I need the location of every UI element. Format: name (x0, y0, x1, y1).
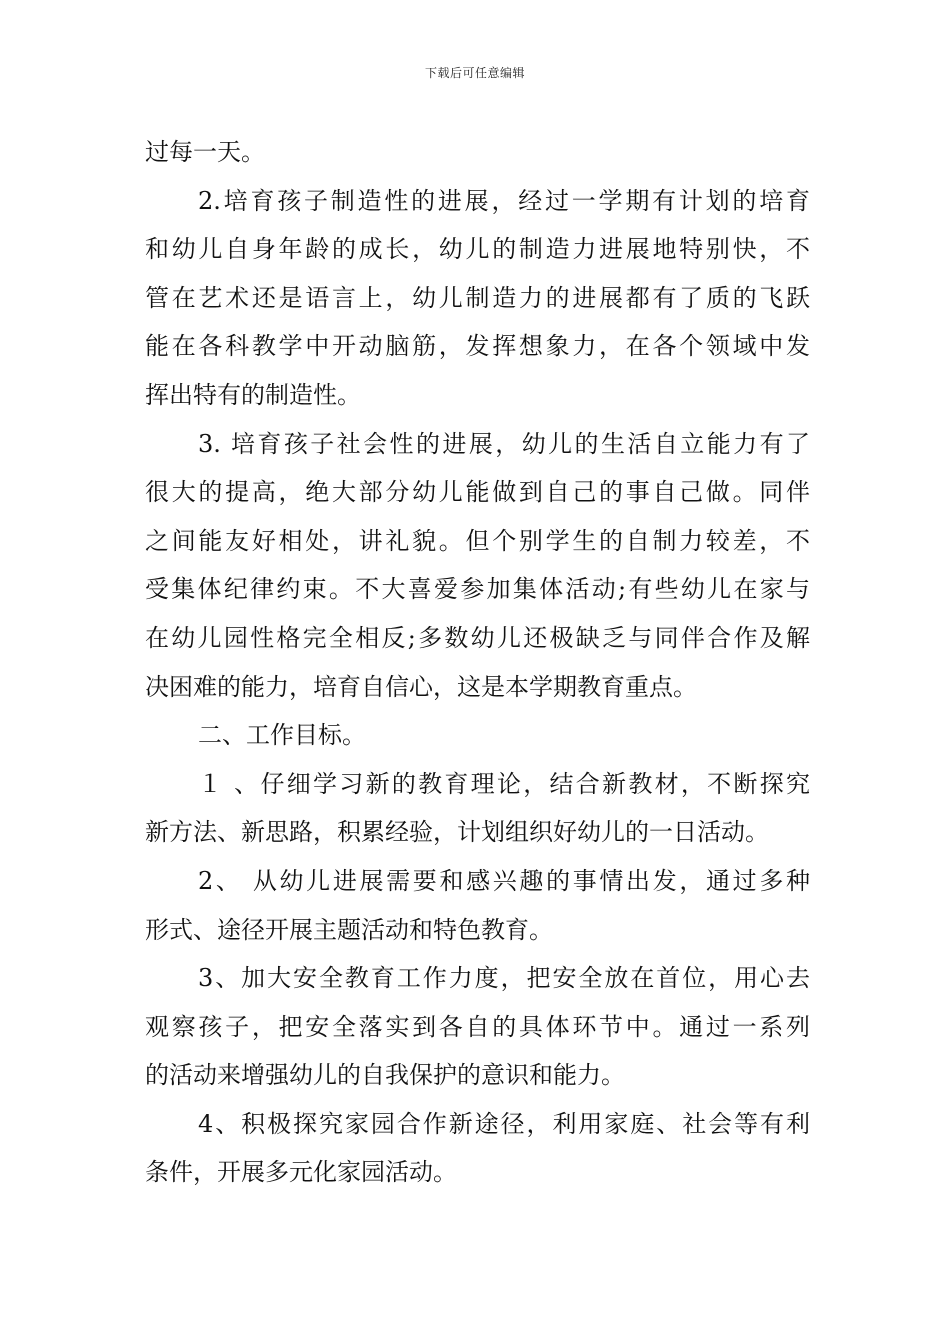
text-line: 之间能友好相处，讲礼貌。但个别学生的自制力较差，不 (145, 526, 810, 555)
text-line: 决困难的能力，培育自信心，这是本学期教育重点。 (145, 672, 697, 701)
text-line: 条件，开展多元化家园活动。 (145, 1158, 457, 1187)
text-line: 挥出特有的制造性。 (145, 380, 361, 409)
text-line: 2、 从幼儿进展需要和感兴趣的事情出发，通过多种 (198, 866, 810, 895)
text-line: 管在艺术还是语言上，幼儿制造力的进展都有了质的飞跃 (145, 283, 810, 312)
text-line: 新方法、新思路，积累经验，计划组织好幼儿的一日活动。 (145, 818, 769, 847)
text-line: 2.培育孩子制造性的进展，经过一学期有计划的培育 (198, 186, 810, 215)
text-line: 4、积极探究家园合作新途径，利用家庭、社会等有利 (198, 1109, 810, 1138)
text-line: 和幼儿自身年龄的成长，幼儿的制造力进展地特别快，不 (145, 235, 810, 264)
text-line: 3、加大安全教育工作力度，把安全放在首位，用心去 (198, 964, 810, 993)
text-line: 很大的提高，绝大部分幼儿能做到自己的事自己做。同伴 (145, 478, 810, 507)
text-line: １ 、仔细学习新的教育理论，结合新教材，不断探究 (198, 769, 810, 798)
text-line: 在幼儿园性格完全相反;多数幼儿还极缺乏与同伴合作及解 (145, 623, 810, 652)
document-body (145, 128, 810, 1197)
text-line: 能在各科教学中开动脑筋，发挥想象力，在各个领域中发 (145, 332, 810, 361)
text-line: 观察孩子，把安全落实到各自的具体环节中。通过一系列 (145, 1012, 810, 1041)
text-line: 二、工作目标。 (198, 721, 366, 750)
text-line: 过每一天。 (145, 138, 265, 166)
text-line: 形式、途径开展主题活动和特色教育。 (145, 915, 553, 944)
text-line: 受集体纪律约束。不大喜爱参加集体活动;有些幼儿在家与 (145, 575, 810, 604)
page-header: 下载后可任意编辑 (424, 66, 525, 80)
text-line: 3. 培育孩子社会性的进展，幼儿的生活自立能力有了 (198, 429, 810, 458)
text-line: 的活动来增强幼儿的自我保护的意识和能力。 (145, 1061, 625, 1090)
